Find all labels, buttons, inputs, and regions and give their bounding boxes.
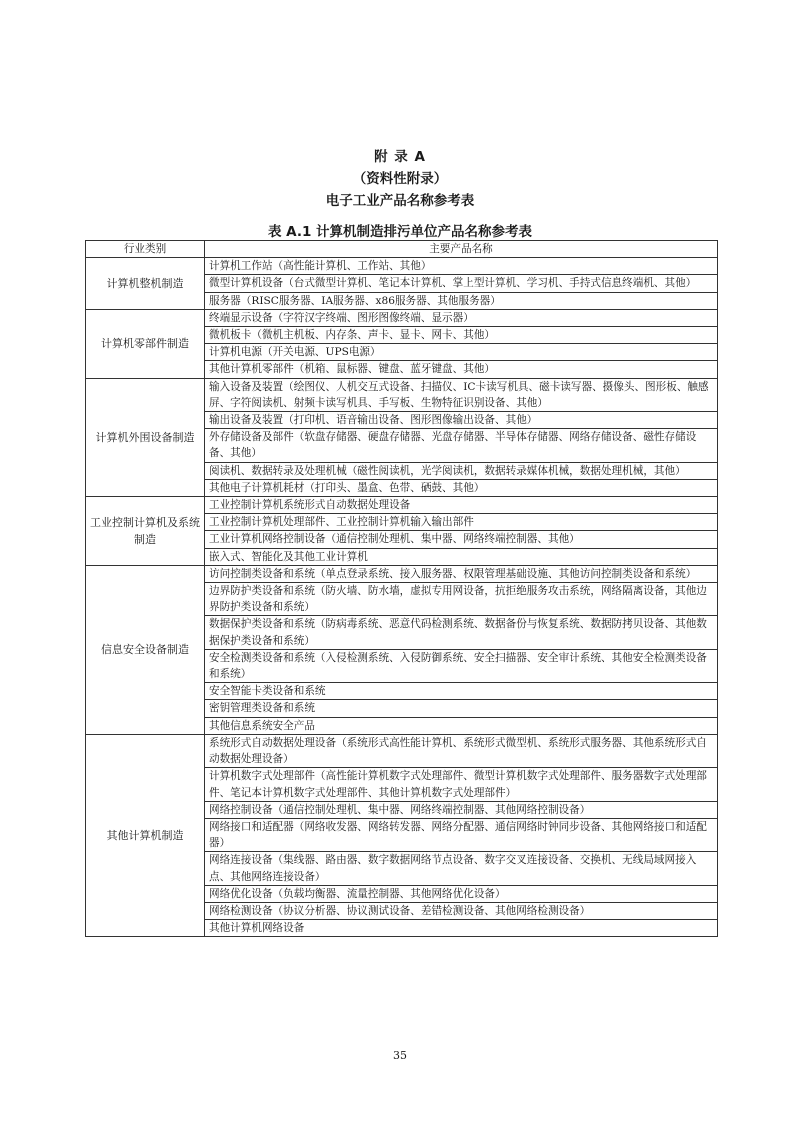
product-cell: 输入设备及装置（绘图仪、人机交互式设备、扫描仪、IC卡读写机具、磁卡读写器、摄像头、图形板、触感屏、字符阅读机、射频卡读写机具、手写板、生物特征识别设备、其他） [205,378,718,411]
product-cell: 计算机数字式处理部件（高性能计算机数字式处理部件、微型计算机数字式处理部件、服务器数字式处理部件、笔记本计算机数字式处理部件、其他计算机数字式处理部件） [205,768,718,801]
table-header-row [86,241,718,258]
header-main-products: 主要产品名称 [205,241,718,258]
category-cell: 其他计算机制造 [86,734,205,936]
appendix-note: （资料性附录） [352,171,448,187]
product-cell: 网络优化设备（负载均衡器、流量控制器、其他网络优化设备） [205,885,718,902]
product-cell: 密钥管理类设备和系统 [205,700,718,717]
table-row [86,309,718,326]
table-row [86,258,718,275]
product-cell: 微型计算机设备（台式微型计算机、笔记本计算机、掌上型计算机、学习机、手持式信息终端机、其他） [205,275,718,292]
appendix-heading [0,146,800,212]
product-cell: 服务器（RISC服务器、IA服务器、x86服务器、其他服务器） [205,292,718,309]
product-cell: 网络连接设备（集线器、路由器、数字数据网络节点设备、数字交叉连接设备、交换机、无线局域网接入点、其他网络连接设备） [205,852,718,885]
table-row [86,565,718,582]
table-row [86,378,718,411]
table-row [86,497,718,514]
header-industry-category: 行业类别 [86,241,205,258]
product-cell: 工业控制计算机处理部件、工业控制计算机输入输出部件 [205,514,718,531]
table-caption: 表 A.1 计算机制造排污单位产品名称参考表 [267,224,533,240]
page-number: 35 [393,1049,407,1062]
product-cell: 计算机电源（开关电源、UPS电源） [205,344,718,361]
product-cell: 输出设备及装置（打印机、语音输出设备、图形图像输出设备、其他） [205,412,718,429]
product-cell: 其他电子计算机耗材（打印头、墨盒、色带、硒鼓、其他） [205,479,718,496]
category-cell: 工业控制计算机及系统制造 [86,497,205,566]
product-cell: 系统形式自动数据处理设备（系统形式高性能计算机、系统形式微型机、系统形式服务器、其他系统形式自动数据处理设备） [205,734,718,767]
product-cell: 外存储设备及部件（软盘存储器、硬盘存储器、光盘存储器、半导体存储器、网络存储设备、磁性存储设备、其他） [205,429,718,462]
product-cell: 计算机工作站（高性能计算机、工作站、其他） [205,258,718,275]
product-cell: 数据保护类设备和系统（防病毒系统、恶意代码检测系统、数据备份与恢复系统、数据防拷贝设备、其他数据保护类设备和系统） [205,616,718,649]
product-cell: 阅读机、数据转录及处理机械（磁性阅读机，光学阅读机，数据转录媒体机械，数据处理机械，其他） [205,462,718,479]
appendix-title: 电子工业产品名称参考表 [325,193,475,209]
product-cell: 访问控制类设备和系统（单点登录系统、接入服务器、权限管理基础设施、其他访问控制类设备和系统） [205,565,718,582]
product-cell: 边界防护类设备和系统（防火墙、防水墙，虚拟专用网设备，抗拒绝服务攻击系统，网络隔离设备，其他边界防护类设备和系统） [205,583,718,616]
product-cell: 安全智能卡类设备和系统 [205,683,718,700]
table-row [86,734,718,767]
product-cell: 工业计算机网络控制设备（通信控制处理机、集中器、网络终端控制器、其他） [205,531,718,548]
appendix-label: 附 录 A [374,149,426,165]
product-cell: 终端显示设备（字符汉字终端、图形图像终端、显示器） [205,309,718,326]
product-cell: 其他信息系统安全产品 [205,717,718,734]
product-cell: 工业控制计算机系统形式自动数据处理设备 [205,497,718,514]
product-cell: 其他计算机网络设备 [205,920,718,937]
product-cell: 网络检测设备（协议分析器、协议测试设备、差错检测设备、其他网络检测设备） [205,902,718,919]
category-cell: 计算机外围设备制造 [86,378,205,496]
category-cell: 计算机整机制造 [86,258,205,310]
product-name-table [85,240,718,937]
product-cell: 其他计算机零部件（机箱、鼠标器、键盘、蓝牙键盘、其他） [205,361,718,378]
product-cell: 安全检测类设备和系统（入侵检测系统、入侵防御系统、安全扫描器、安全审计系统、其他安全检测类设备和系统） [205,649,718,682]
category-cell: 信息安全设备制造 [86,565,205,734]
category-cell: 计算机零部件制造 [86,309,205,378]
table-body [86,258,718,937]
product-cell: 嵌入式、智能化及其他工业计算机 [205,548,718,565]
product-cell: 微机板卡（微机主机板、内存条、声卡、显卡、网卡、其他） [205,327,718,344]
product-cell: 网络控制设备（通信控制处理机、集中器、网络终端控制器、其他网络控制设备） [205,801,718,818]
product-cell: 网络接口和适配器（网络收发器、网络转发器、网络分配器、通信网络时钟同步设备、其他网络接口和适配器） [205,818,718,851]
